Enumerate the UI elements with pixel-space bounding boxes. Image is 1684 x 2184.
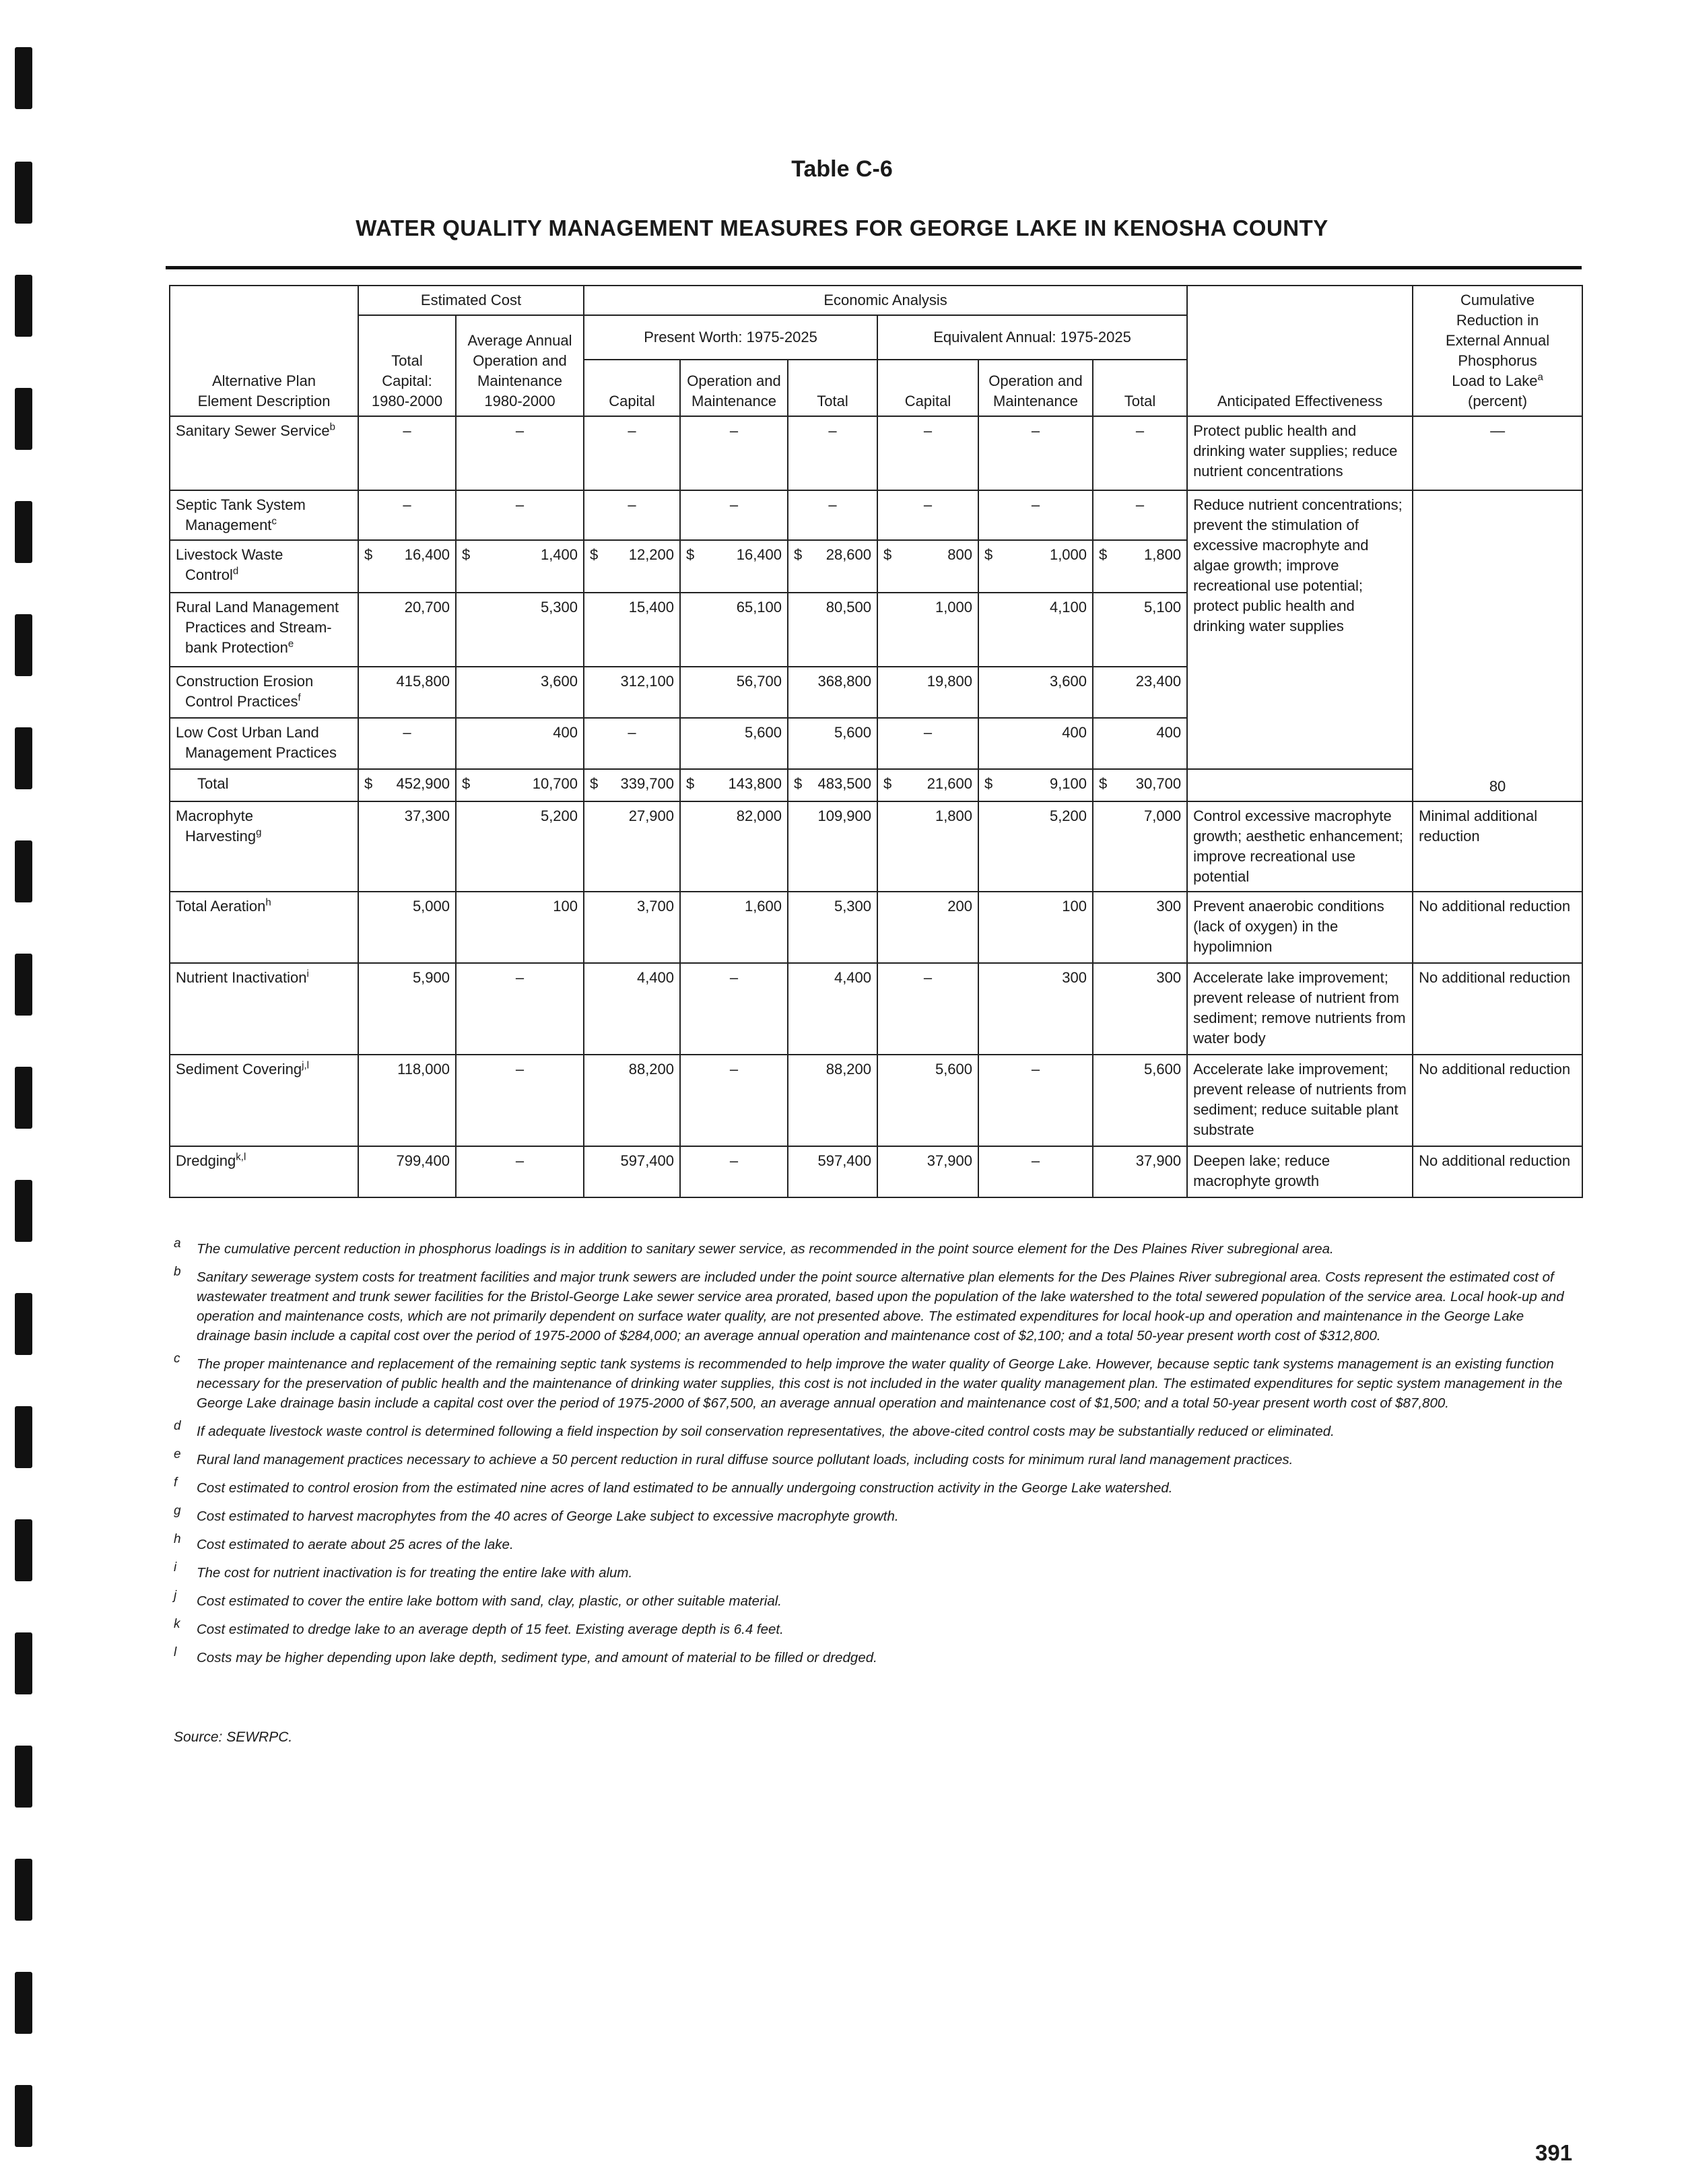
cell-value: 56,700 [680, 667, 788, 718]
footnote: i The cost for nutrient inactivation is for treating the entire lake with alum. [174, 1560, 633, 1581]
binding-mark [15, 1067, 32, 1129]
cell-value: – [978, 1146, 1093, 1197]
cell-cumulative: No additional reduction [1413, 892, 1582, 963]
row-label: Nutrient Inactivation$^i$ [170, 963, 358, 1055]
cell-value: $ 339,700 [584, 769, 680, 801]
binding-mark [15, 275, 32, 337]
cell-value: 109,900 [788, 801, 877, 892]
cell-cumulative: 80 [1413, 490, 1582, 801]
cell-value: 799,400 [358, 1146, 456, 1197]
header-ea-om: Operation and Maintenance [978, 360, 1093, 416]
binding-strip [15, 0, 32, 2184]
table-number: Table C-6 [791, 156, 893, 182]
cell-effectiveness: Control excessive macrophyte growth; aesthetic enhancement; improve recreational use potential [1187, 801, 1413, 892]
header-pw-capital: Capital [584, 360, 680, 416]
cell-value: 1,800 [877, 801, 978, 892]
header-pw-om: Operation and Maintenance [680, 360, 788, 416]
footnote: a The cumulative percent reduction in phosphorus loadings is in addition to sanitary sewer service, as recommended in the point source element for the Des Plaines River subregional area. [174, 1236, 1334, 1257]
table-row [170, 490, 1582, 540]
cell-value: – [877, 718, 978, 769]
cell-value: 3,600 [978, 667, 1093, 718]
binding-mark [15, 47, 32, 109]
header-ea-total: Total [1093, 360, 1187, 416]
row-label: Livestock Waste Control$^d$ [170, 540, 358, 593]
cell-value: 300 [1093, 892, 1187, 963]
cell-value: 15,400 [584, 593, 680, 667]
cell-value: 1,000 [877, 593, 978, 667]
table-row [170, 801, 1582, 892]
cell-effectiveness: Reduce nutrient concentrations; prevent the stimulation of excessive macrophyte and algae growth; improve recreational use potential; protect public health and drinking water supplies [1187, 490, 1413, 769]
cell-cumulative: No additional reduction [1413, 963, 1582, 1055]
cell-value: 100 [978, 892, 1093, 963]
footnote: k Cost estimated to dredge lake to an average depth of 15 feet. Existing average depth is 6.4 feet. [174, 1617, 784, 1637]
cell-value: – [358, 718, 456, 769]
cell-value: 300 [978, 963, 1093, 1055]
cell-value: – [584, 718, 680, 769]
footnote: h Cost estimated to aerate about 25 acres of the lake. [174, 1532, 514, 1552]
cell-value: 118,000 [358, 1055, 456, 1146]
binding-mark [15, 1859, 32, 1921]
header-element-description: Alternative Plan Element Description [170, 286, 358, 416]
footnote: e Rural land management practices necessary to achieve a 50 percent reduction in rural diffuse source pollutant loads, including costs for minimum rural land management practices. [174, 1447, 1293, 1467]
footnote: c The proper maintenance and replacement of the remaining septic tank systems is recommended to help improve the water quality of George Lake. However, because septic tank systems management is an existing function necessary for the preservation of public health and the maintenance of drinking water supplies, this cost is not included in the water quality management plan. The estimated expenditures for septic system management in the George Lake drainage basin include a capital cost over the period of 1975-2000 of $67,500, an average annual operation and maintenance cost of $1,500; and a total 50-year present worth cost of $87,800. [174, 1352, 1563, 1411]
cell-value: $ 1,000 [978, 540, 1093, 593]
cell-value: $ 452,900 [358, 769, 456, 801]
header-estimated-cost: Estimated Cost [358, 286, 584, 315]
row-label: Total [170, 769, 358, 801]
source-note: Source: SEWRPC. [174, 1729, 293, 1745]
binding-mark [15, 1519, 32, 1581]
cell-value: – [456, 490, 584, 540]
cell-value: $ 800 [877, 540, 978, 593]
binding-mark [15, 1972, 32, 2034]
cell-effectiveness: Accelerate lake improvement; prevent release of nutrient from sediment; remove nutrients from water body [1187, 963, 1413, 1055]
cell-value: 37,300 [358, 801, 456, 892]
footnote: l Costs may be higher depending upon lake depth, sediment type, and amount of material to be filled or dredged. [174, 1645, 877, 1665]
table-row [170, 1146, 1582, 1197]
cell-value: 37,900 [1093, 1146, 1187, 1197]
row-label: Macrophyte Harvesting$^g$ [170, 801, 358, 892]
cell-value: 5,600 [680, 718, 788, 769]
cell-value: 200 [877, 892, 978, 963]
binding-mark [15, 727, 32, 789]
cell-value: 27,900 [584, 801, 680, 892]
cell-value: 37,900 [877, 1146, 978, 1197]
cell-value: 88,200 [788, 1055, 877, 1146]
binding-mark [15, 388, 32, 450]
row-label: Sanitary Sewer Service$^b$ [170, 416, 358, 490]
cell-value: $ 1,800 [1093, 540, 1187, 593]
binding-mark [15, 501, 32, 563]
cell-value: $ 21,600 [877, 769, 978, 801]
cell-value: 5,600 [1093, 1055, 1187, 1146]
cell-value: 19,800 [877, 667, 978, 718]
cell-value: – [358, 416, 456, 490]
cell-value: 597,400 [584, 1146, 680, 1197]
cell-effectiveness [1187, 769, 1413, 801]
row-label: Septic Tank System Management$^c$ [170, 490, 358, 540]
binding-mark [15, 2085, 32, 2147]
cell-value: $ 16,400 [680, 540, 788, 593]
cell-value: 597,400 [788, 1146, 877, 1197]
cell-effectiveness: Accelerate lake improvement; prevent release of nutrients from sediment; reduce suitable plant substrate [1187, 1055, 1413, 1146]
row-label: Dredging$^{k,l}$ [170, 1146, 358, 1197]
cell-value: 5,600 [788, 718, 877, 769]
binding-mark [15, 1180, 32, 1242]
header-economic-analysis: Economic Analysis [584, 286, 1187, 315]
cell-effectiveness: Protect public health and drinking water supplies; reduce nutrient concentrations [1187, 416, 1413, 490]
header-present-worth: Present Worth: 1975-2025 [584, 315, 877, 360]
cell-value: – [680, 416, 788, 490]
table-row-total [170, 769, 1582, 801]
cell-value: – [680, 1146, 788, 1197]
footnote: f Cost estimated to control erosion from the estimated nine acres of land estimated to be annually undergoing construction activity in the George Lake watershed. [174, 1476, 1173, 1496]
cell-value: 4,400 [584, 963, 680, 1055]
cell-value: 4,100 [978, 593, 1093, 667]
header-ea-capital: Capital [877, 360, 978, 416]
cell-value: – [978, 416, 1093, 490]
cell-value: 300 [1093, 963, 1187, 1055]
cell-value: – [680, 490, 788, 540]
cell-value: 5,200 [978, 801, 1093, 892]
header-average-annual-om: Average Annual Operation and Maintenance 1980-2000 [456, 315, 584, 416]
cell-value: – [978, 1055, 1093, 1146]
cell-value: $ 28,600 [788, 540, 877, 593]
table-row [170, 963, 1582, 1055]
cell-cumulative: No additional reduction [1413, 1055, 1582, 1146]
cell-value: $ 30,700 [1093, 769, 1187, 801]
cell-value: – [978, 490, 1093, 540]
footnote: g Cost estimated to harvest macrophytes from the 40 acres of George Lake subject to excessive macrophyte growth. [174, 1504, 899, 1524]
header-effectiveness: Anticipated Effectiveness [1187, 286, 1413, 416]
binding-mark [15, 614, 32, 676]
cell-value: 5,100 [1093, 593, 1187, 667]
cell-value: 5,000 [358, 892, 456, 963]
footnote: b Sanitary sewerage system costs for treatment facilities and major trunk sewers are included under the point source alternative plan elements for the Des Plaines River subregional area. Costs represent the estimated cost of wastewater treatment and trunk sewer facilities for the Bristol-George Lake sewer service area prorated, based upon the population of the lake watershed to the total sewered population of the service area. Local hook-up and operation and maintenance costs, which are not primarily dependent on surface water quality, are not presented above. The estimated expenditures for local hook-up and operation and maintenance in the George Lake drainage basin include a capital cost over the period of 1975-2000 of $284,000; an average annual operation and maintenance cost of $2,100; and a total 50-year present worth cost of $312,800. [174, 1265, 1564, 1344]
cell-value: 100 [456, 892, 584, 963]
row-label: Total Aeration$^h$ [170, 892, 358, 963]
cell-value: 400 [978, 718, 1093, 769]
cell-value: – [584, 490, 680, 540]
cell-value: 65,100 [680, 593, 788, 667]
table-row [170, 892, 1582, 963]
row-label: Low Cost Urban Land Management Practices [170, 718, 358, 769]
binding-mark [15, 1406, 32, 1468]
cell-value: – [680, 1055, 788, 1146]
cell-value: 80,500 [788, 593, 877, 667]
cell-value: 3,700 [584, 892, 680, 963]
cell-cumulative: — [1413, 416, 1582, 490]
cell-value: – [456, 416, 584, 490]
cell-value: 415,800 [358, 667, 456, 718]
cell-value: $ 143,800 [680, 769, 788, 801]
table-title: WATER QUALITY MANAGEMENT MEASURES FOR GEORGE LAKE IN KENOSHA COUNTY [356, 216, 1328, 240]
binding-mark [15, 840, 32, 902]
cell-cumulative: No additional reduction [1413, 1146, 1582, 1197]
cell-value: – [788, 416, 877, 490]
cell-value: – [680, 963, 788, 1055]
cell-value: – [877, 963, 978, 1055]
cell-value: 5,300 [788, 892, 877, 963]
cell-value: – [358, 490, 456, 540]
cell-value: – [456, 963, 584, 1055]
cell-value: – [456, 1146, 584, 1197]
cell-value: 1,600 [680, 892, 788, 963]
cell-value: $ 1,400 [456, 540, 584, 593]
footnotes [174, 1236, 1574, 1676]
cell-value: $ 16,400 [358, 540, 456, 593]
cell-value: 3,600 [456, 667, 584, 718]
footnote: j Cost estimated to cover the entire lake bottom with sand, clay, plastic, or other suitable material. [174, 1589, 782, 1609]
cell-value: 88,200 [584, 1055, 680, 1146]
cell-value: $ 10,700 [456, 769, 584, 801]
cell-value: – [788, 490, 877, 540]
title-rule [166, 266, 1582, 269]
cell-value: $ 483,500 [788, 769, 877, 801]
binding-mark [15, 1293, 32, 1355]
header-total-capital: Total Capital: 1980-2000 [358, 315, 456, 416]
cost-table [169, 285, 1583, 1198]
header-pw-total: Total [788, 360, 877, 416]
cell-value: – [1093, 416, 1187, 490]
binding-mark [15, 954, 32, 1016]
cell-effectiveness: Prevent anaerobic conditions (lack of oxygen) in the hypolimnion [1187, 892, 1413, 963]
cell-value: 82,000 [680, 801, 788, 892]
cell-value: 400 [456, 718, 584, 769]
row-label: Sediment Covering$^{j,l}$ [170, 1055, 358, 1146]
footnote: d If adequate livestock waste control is determined following a field inspection by soil conservation representatives, the above-cited control costs may be substantially reduced or eliminated. [174, 1419, 1335, 1439]
cell-value: – [877, 490, 978, 540]
cell-value: 20,700 [358, 593, 456, 667]
binding-mark [15, 1746, 32, 1808]
cell-value: 400 [1093, 718, 1187, 769]
table-row [170, 416, 1582, 490]
cell-value: 5,200 [456, 801, 584, 892]
header-cumulative: Cumulative Reduction in External Annual Phosphorus Load to Lake$^a$ (percent) [1413, 286, 1582, 416]
cell-value: $ 9,100 [978, 769, 1093, 801]
cell-value: 368,800 [788, 667, 877, 718]
cell-value: – [456, 1055, 584, 1146]
cell-value: – [877, 416, 978, 490]
cell-value: 312,100 [584, 667, 680, 718]
binding-mark [15, 1632, 32, 1694]
row-label: Construction Erosion Control Practices$^f$ [170, 667, 358, 718]
cell-effectiveness: Deepen lake; reduce macrophyte growth [1187, 1146, 1413, 1197]
cell-value: 23,400 [1093, 667, 1187, 718]
cell-value: 5,300 [456, 593, 584, 667]
cell-value: – [1093, 490, 1187, 540]
cell-value: 5,600 [877, 1055, 978, 1146]
cell-value: – [584, 416, 680, 490]
cell-value: 7,000 [1093, 801, 1187, 892]
table-row [170, 1055, 1582, 1146]
cell-value: $ 12,200 [584, 540, 680, 593]
row-label: Rural Land Management Practices and Stream- bank Protection$^e$ [170, 593, 358, 667]
page-number: 391 [1535, 2140, 1573, 2165]
cell-cumulative: Minimal additional reduction [1413, 801, 1582, 892]
cell-value: 4,400 [788, 963, 877, 1055]
header-equivalent-annual: Equivalent Annual: 1975-2025 [877, 315, 1187, 360]
cell-value: 5,900 [358, 963, 456, 1055]
